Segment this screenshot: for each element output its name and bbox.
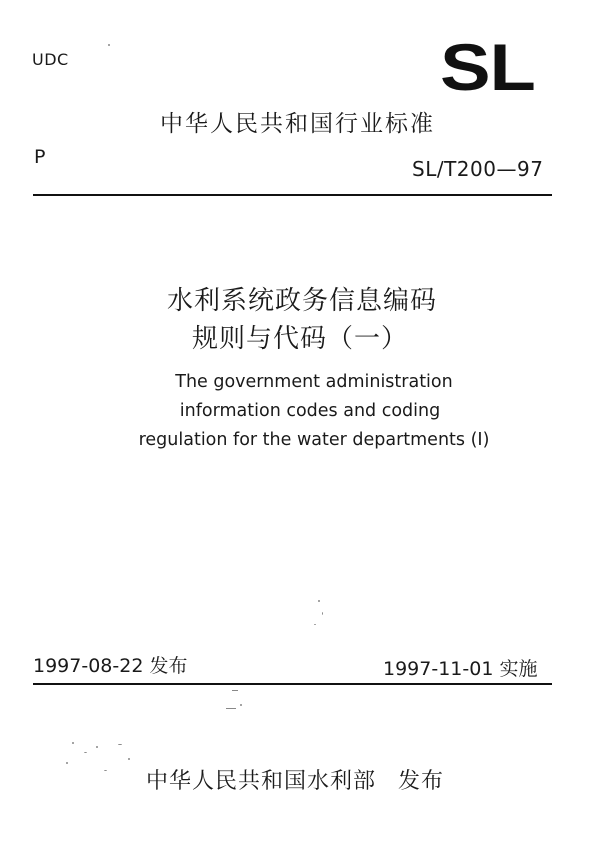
publisher-line xyxy=(146,764,444,795)
scan-speck xyxy=(322,612,323,615)
scan-speck xyxy=(104,770,107,771)
sl-logo: SL xyxy=(440,30,535,104)
title-chinese-line-2: 规则与代码（一） xyxy=(191,324,408,354)
title-english-line-1: The government administration xyxy=(175,372,453,392)
scan-speck xyxy=(84,752,87,753)
scan-speck xyxy=(108,44,110,46)
publisher-action: 发布 xyxy=(398,769,445,794)
scan-speck xyxy=(72,742,74,744)
classification-code: P xyxy=(34,146,46,168)
title-chinese-line-1: 水利系统政务信息编码 xyxy=(166,286,437,316)
scan-speck xyxy=(66,762,68,764)
title-english-line-2: information codes and coding xyxy=(179,401,441,421)
scan-speck xyxy=(314,624,316,625)
scan-speck xyxy=(128,758,130,760)
udc-label: UDC xyxy=(32,50,69,69)
issue-date: 1997-08-22 发布 xyxy=(33,655,188,677)
standard-number: SL/T200—97 xyxy=(412,157,544,181)
top-divider xyxy=(33,194,552,196)
scan-speck xyxy=(118,744,122,745)
scan-speck xyxy=(240,704,242,706)
scan-speck xyxy=(96,746,98,748)
implementation-date: 1997-11-01 实施 xyxy=(383,658,538,680)
standard-category-title: 中华人民共和国行业标准 xyxy=(160,111,435,137)
publisher-name: 中华人民共和国水利部 xyxy=(146,769,377,794)
title-english-line-3: regulation for the water departments (I) xyxy=(138,430,490,450)
scan-speck xyxy=(232,690,238,691)
scan-speck xyxy=(318,600,320,602)
bottom-divider xyxy=(33,683,552,685)
scan-speck xyxy=(226,708,236,709)
